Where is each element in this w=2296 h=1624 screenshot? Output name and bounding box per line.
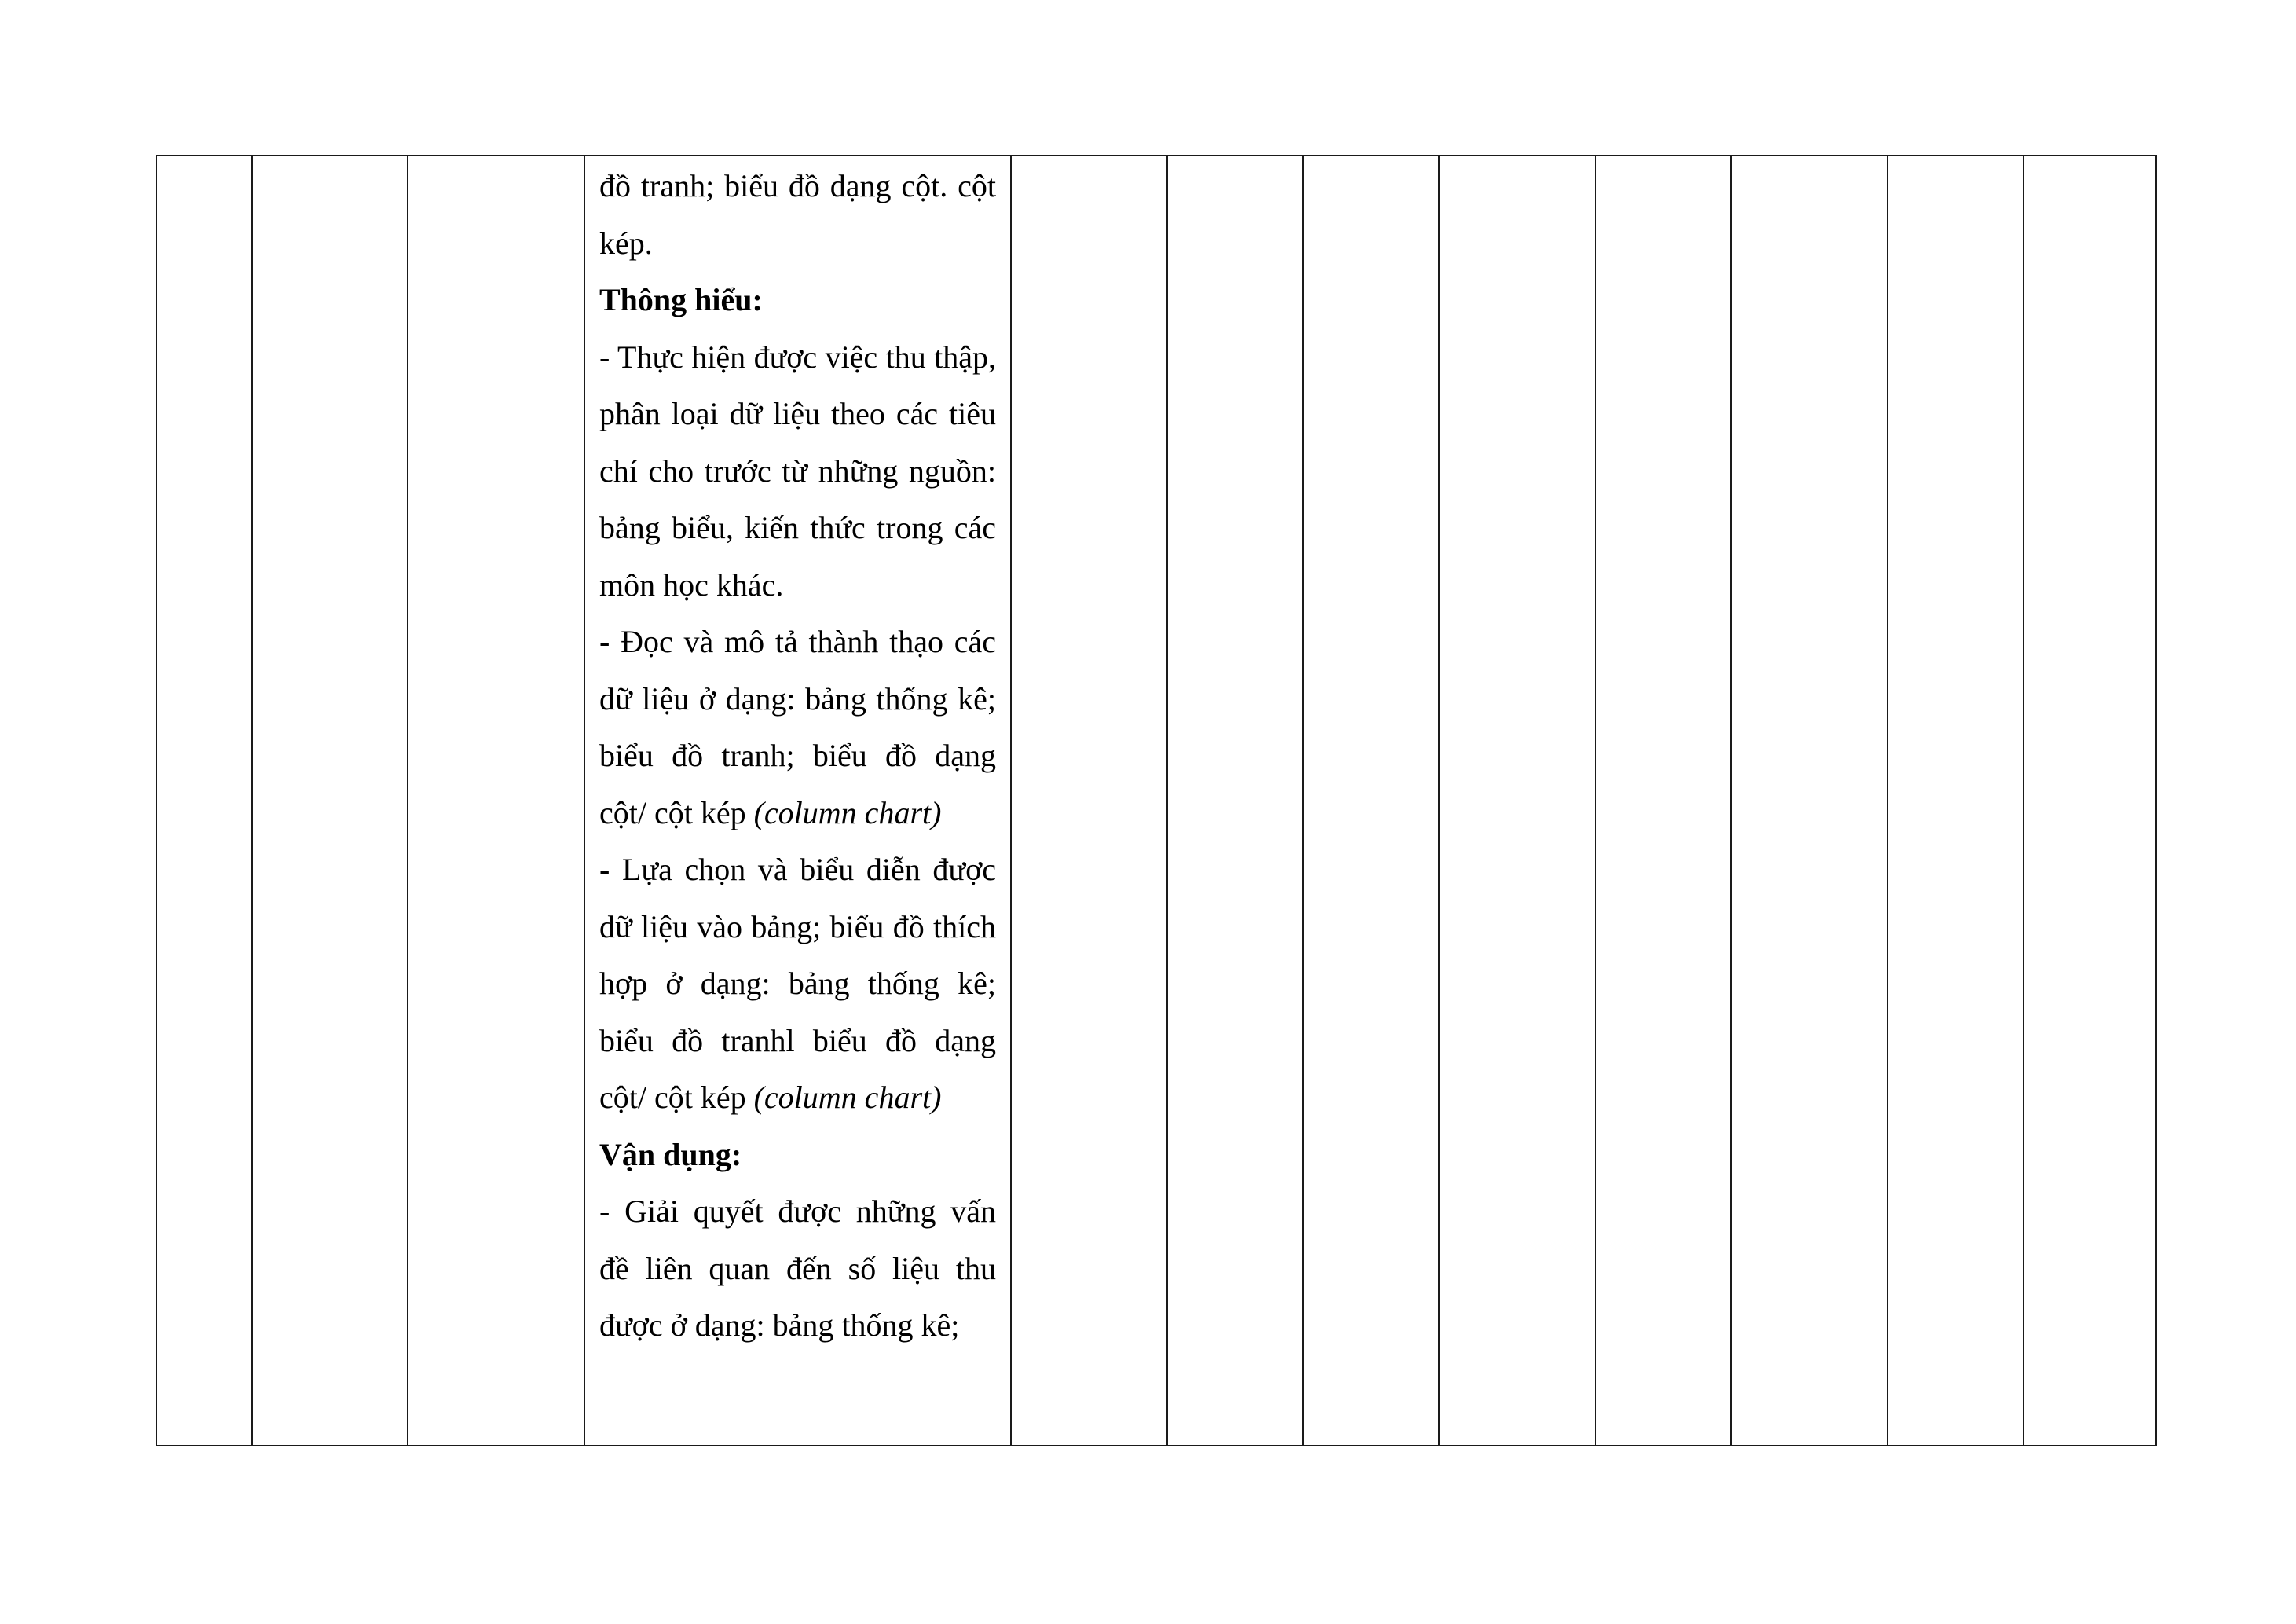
table-cell-empty <box>252 156 408 1446</box>
intro-line: đồ tranh; biểu đồ dạng cột. cột kép. <box>599 168 996 261</box>
table-cell-empty <box>408 156 584 1446</box>
comprehension-heading: Thông hiểu: <box>599 282 763 317</box>
requirements-text <box>599 156 996 1355</box>
application-item-1: - Giải quyết được những vấn đề liên quan đến số liệu thu được ở dạng: bảng thống kê; <box>599 1193 996 1343</box>
requirements-cell <box>584 156 1011 1446</box>
table-cell-empty <box>1303 156 1439 1446</box>
table-row <box>156 156 2156 1446</box>
assessment-matrix-table <box>156 155 2157 1446</box>
table-cell-empty <box>1011 156 1167 1446</box>
item-2-text: - Đọc và mô tả thành thạo các dữ liệu ở dạng: bảng thống kê; biểu đồ tranh; biểu đồ dạng cột/ cột kép <box>599 624 996 830</box>
comprehension-item-1: - Thực hiện được việc thu thập, phân loại dữ liệu theo các tiêu chí cho trước từ những nguồn: bảng biểu, kiến thức trong các môn học khác. <box>599 339 996 603</box>
table-cell-empty <box>2023 156 2156 1446</box>
table-cell-empty <box>1167 156 1303 1446</box>
table-cell-empty <box>1595 156 1731 1446</box>
table-cell-empty <box>1888 156 2023 1446</box>
item-2-italic: (column chart) <box>753 794 942 830</box>
item-3-text: - Lựa chọn và biểu diễn được dữ liệu vào bảng; biểu đồ thích hợp ở dạng: bảng thống kê; biểu đồ tranhl biểu đồ dạng cột/ cột kép <box>599 852 996 1115</box>
table-cell-empty <box>1439 156 1595 1446</box>
comprehension-item-3 <box>599 841 996 1127</box>
item-3-italic: (column chart) <box>753 1080 942 1115</box>
table-cell-empty <box>1731 156 1888 1446</box>
table-cell-empty <box>156 156 252 1446</box>
comprehension-item-2 <box>599 614 996 841</box>
application-heading: Vận dụng: <box>599 1136 742 1172</box>
